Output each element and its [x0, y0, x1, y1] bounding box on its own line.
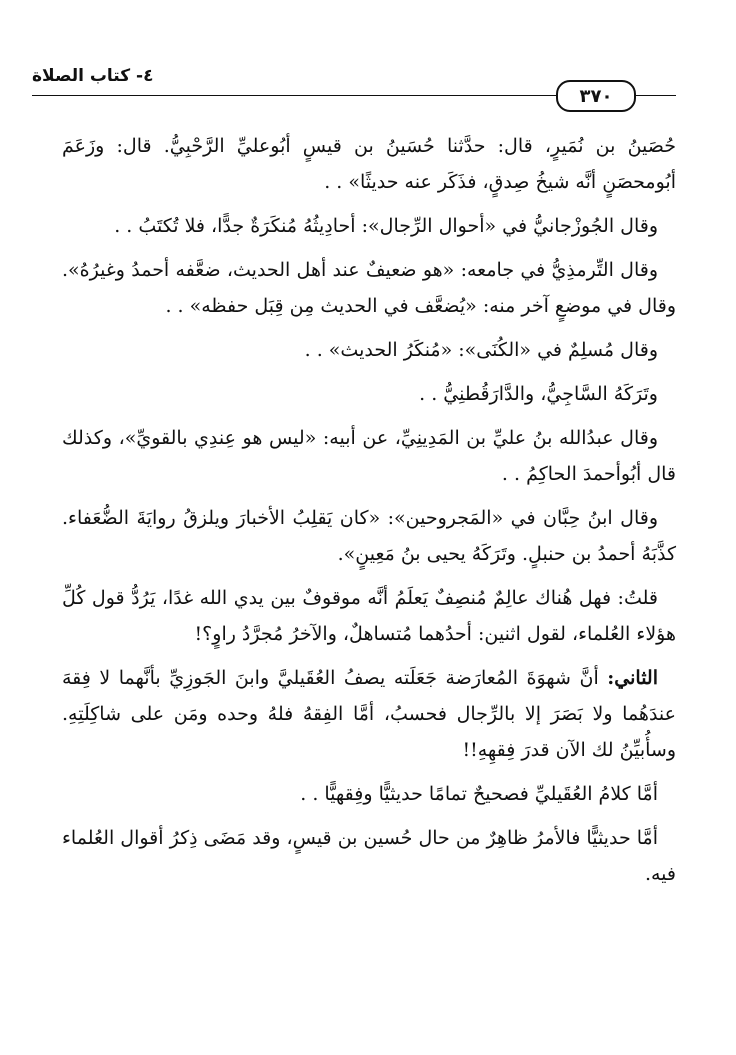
paragraph-text: وقال عبدُالله بنُ عليِّ بن المَدِينِيِّ، عن أبيه: «ليس هو عِندِي بالقويِّ»، وكذلك قال أبُوأحمدَ الحاكِمُ . .: [62, 427, 676, 485]
paragraph-text: وقال ابنُ حِبَّان في «المَجروحين»: «كان يَقلِبُ الأخبارَ ويلزقُ روايَةَ الضُّعَفاء. كذَّبَهُ أحمدُ بن حنبلٍ. وتَرَكَهُ يحيى بنُ مَعِينٍ».: [62, 507, 676, 565]
paragraph: [62, 660, 676, 768]
paragraph-text: وقال التِّرمذِيُّ في جامعه: «هو ضعيفٌ عند أهل الحديث، ضعَّفه أحمدُ وغيرُهُ». وقال في موضعٍ آخر منه: «يُضعَّف في الحديث مِن قِبَل حفظه» . .: [62, 259, 676, 317]
paragraph: [62, 776, 676, 812]
main-text: [62, 128, 676, 900]
paragraph-text: وقال الجُوزْجانيُّ في «أحوال الرِّجال»: أحادِيثُهُ مُنكَرَةٌ جدًّا، فلا تُكتَبُ . .: [114, 215, 658, 237]
paragraph: [62, 500, 676, 572]
paragraph-text: حُصَينُ بن نُمَيرٍ، قال: حدَّثنا حُسَينُ بن قيسٍ أبُوعليِّ الرَّحْبِيُّ. قال: وزَعَمَ أبُومحصَنٍ أنَّه شيخُ صِدقٍ، فذَكَر عنه حديثًا» . .: [62, 135, 676, 193]
paragraph-text: وتَرَكَهُ السَّاجِيُّ، والدَّارَقُطنِيُّ . .: [419, 383, 658, 405]
paragraph-text: وقال مُسلِمٌ في «الكُنَى»: «مُنكَرُ الحديث» . .: [304, 339, 658, 361]
paragraph: [62, 128, 676, 200]
paragraph: [62, 252, 676, 324]
paragraph-text: قلتُ: فهل هُناك عالِمٌ مُنصِفٌ يَعلَمُ أنَّه موقوفٌ بين يدي الله غدًا، يَرُدُّ قول كُلِّ هؤلاء العُلماء، لقول اثنين: أحدُهما مُتساهلٌ، والآخرُ مُجرَّدُ راوٍ؟!: [62, 587, 676, 645]
page-header: [32, 62, 676, 107]
paragraph: [62, 332, 676, 368]
paragraph: [62, 580, 676, 652]
chapter-title: ٤- كتاب الصلاة: [32, 66, 154, 86]
paragraph: [62, 420, 676, 492]
paragraph-lead: الثاني:: [607, 667, 658, 689]
paragraph: [62, 376, 676, 412]
paragraph-text: أمَّا حديثيًّا فالأمرُ ظاهِرٌ من حال حُسين بن قيسٍ، وقد مَضَى ذِكرُ أقوال العُلماء فيه.: [62, 827, 676, 885]
paragraph: [62, 820, 676, 892]
paragraph-text: أنَّ شهوَةَ المُعارَضة جَعَلَته يصفُ العُقَيليَّ وابنَ الجَوزِيِّ بأنَّهما لا فِقهَ عندَهُما ولا بَصَرَ إلا بالرِّجال فحسبُ، أمَّا الفِقهُ فلهُ وحده ومَن على شاكِلَتِهِ. وسأُبيِّنُ لك الآن قدرَ فِقهِهِ!!: [62, 667, 676, 761]
page-number: ٣٧٠: [556, 80, 636, 112]
paragraph: [62, 208, 676, 244]
paragraph-text: أمَّا كلامُ العُقَيليِّ فصحيحٌ تمامًا حديثيًّا وفِقهيًّا . .: [300, 783, 658, 805]
